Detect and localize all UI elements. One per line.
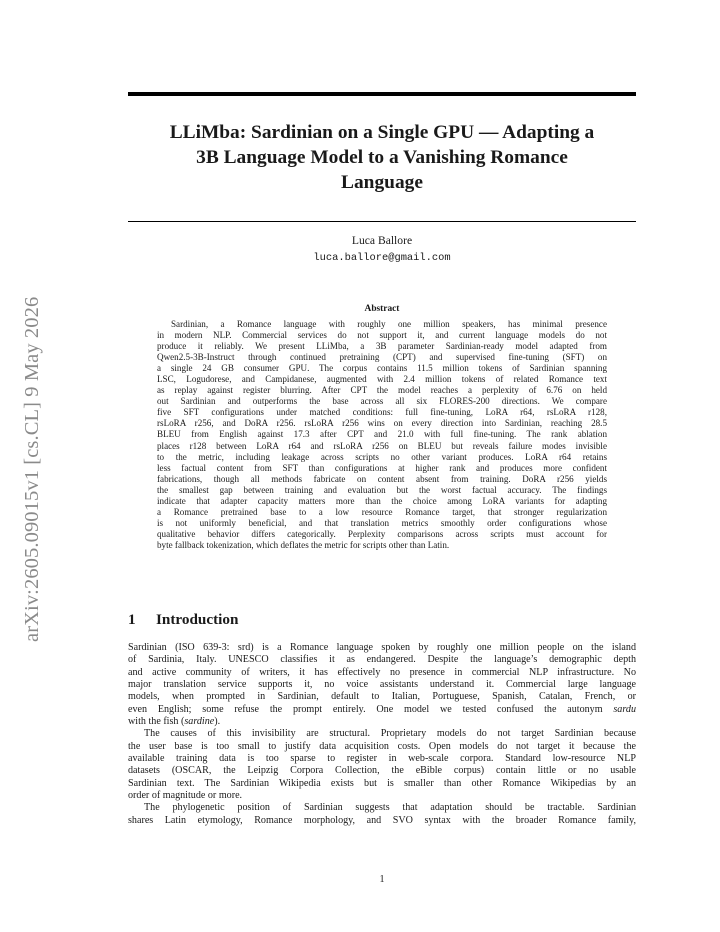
body-line: major translation service supports it, no voice assistants understand it. Commercial large language	[128, 679, 636, 691]
abstract-line: is not uniformly beneficial, and that translation metrics smoothly order configurations whose	[157, 517, 607, 528]
body-line: The phylogenetic position of Sardinian suggests that adaptation should be tractable. Sardinian	[144, 802, 636, 814]
body-line: shares Latin etymology, Romance morphology, and SVO syntax with the broader Romance family,	[128, 814, 636, 826]
title-line: 3B Language Model to a Vanishing Romance	[196, 147, 568, 168]
page-number: 1	[379, 874, 385, 885]
abstract-line: Sardinian, a Romance language with roughly one million speakers, has minimal presence	[171, 319, 607, 329]
body-text-run: ).	[214, 716, 221, 728]
abstract-line: LSC, Logudorese, and Campidanese, augmented with 2.4 million tokens of related Romance text	[157, 374, 607, 385]
body-line: The causes of this invisibility are structural. Proprietary models do not target Sardinian because	[144, 728, 636, 740]
title-line: LLiMba: Sardinian on a Single GPU — Adapting a	[169, 122, 595, 143]
body-emphasis: sardu	[613, 703, 636, 715]
abstract-line: produce it reliably. We present LLiMba, a 3B parameter Sardinian-ready model adapted from	[157, 341, 607, 352]
body-line	[128, 716, 636, 728]
body-line: available training data is too sparse to register in web-scale corpora. Standard low-resource NLP	[128, 753, 636, 765]
body-line: datasets (OSCAR, the Leipzig Corpora Collection, the eBible corpus) contain little or no usable	[128, 765, 636, 777]
abstract-line: qualitative behavior differs categorically. Perplexity comparisons across scripts must account for	[157, 528, 607, 539]
abstract-line: BLEU from English against 17.3 after CPT and 21.0 with full fine-tuning. The rank ablation	[157, 429, 607, 440]
author-email: luca.ballore@gmail.com	[313, 252, 451, 264]
abstract-line: a Romance pretrained base to a low resource Romance target, that stronger regularization	[157, 506, 607, 517]
body-line: Sardinian (ISO 639-3: srd) is a Romance language spoken by roughly one million people on the island	[128, 642, 636, 653]
abstract-line: fabrications, though all methods fabricate on content absent from training. DoRA r256 yields	[157, 473, 607, 484]
abstract-line: less factual content from SFT than configurations at higher rank and produces more confident	[157, 462, 607, 473]
abstract-line: the smallest gap between training and evaluation but the worst factual accuracy. The findings	[157, 484, 607, 495]
body-line: of Sardinia, Italy. UNESCO classifies it as endangered. Despite the language’s demographic depth	[128, 654, 636, 666]
body-text-run: with the fish (	[128, 716, 185, 728]
abstract-line: rsLoRA r256, and DoRA r256. rsLoRA r256 wins on every direction into Sardinian, reaching 28.5	[157, 418, 607, 429]
abstract-line: out Sardinian and outperforms the base across all six FLORES-200 directions. We compare	[157, 396, 607, 407]
introduction-body	[128, 642, 636, 827]
abstract-line: in modern NLP. Commercial services do not support it, and current language models do not	[157, 330, 607, 341]
abstract-line: five SFT configurations under matched conditions: full fine-tuning, LoRA r64, rsLoRA r128,	[157, 407, 607, 418]
body-line: Sardinian text. The Sardinian Wikipedia exists but is smaller than other Romance Wikipedias by an	[128, 777, 636, 789]
body-line: and active community of writers, it has effectively no presence in commercial NLP infrastructure. No	[128, 666, 636, 678]
section-heading-introduction	[128, 611, 238, 629]
abstract-line: a single 24 GB consumer GPU. The corpus contains 11.5 million tokens of Sardinian spanning	[157, 363, 607, 374]
paper-title	[128, 120, 636, 195]
section-number: 1	[128, 611, 136, 628]
body-line: models, when prompted in Sardinian, default to Italian, Portuguese, Spanish, Catalan, French, or	[128, 691, 636, 703]
abstract-line: indicate that adapter capacity matters more than the choice among LoRA variants for adapting	[157, 495, 607, 506]
abstract-body	[157, 319, 607, 551]
abstract-line: byte fallback tokenization, which deflates the metric for scripts other than Latin.	[157, 539, 450, 550]
arxiv-identifier-text: arXiv:2605.09015v1 [cs.CL] 9 May 2026	[21, 296, 43, 642]
title-top-rule	[128, 92, 636, 96]
title-line: Language	[341, 172, 423, 193]
abstract-heading: Abstract	[364, 304, 400, 314]
body-line	[128, 704, 636, 716]
body-line: order of magnitude or more.	[128, 790, 243, 802]
arxiv-identifier-stamp	[20, 262, 44, 642]
abstract-line: places r128 between LoRA r64 and rsLoRA r256 on BLEU but reveals failure modes invisible	[157, 440, 607, 451]
title-bottom-rule	[128, 221, 636, 222]
abstract-line: Qwen2.5-3B-Instruct through continued pretraining (CPT) and supervised fine-tuning (SFT) on	[157, 352, 607, 363]
author-name: Luca Ballore	[351, 234, 413, 247]
body-line: the user base is too small to justify data acquisition costs. Open models do not target it because the	[128, 740, 636, 752]
body-text-run: even English; some refuse the prompt entirely. One model we tested confused the autonym	[128, 703, 603, 715]
abstract-line: as replay against register blurring. After CPT the model reaches a perplexity of 6.76 on held	[157, 385, 607, 396]
section-title: Introduction	[156, 611, 239, 628]
body-emphasis: sardine	[184, 716, 215, 728]
abstract-line: to the metric, including leakage across scripts no other variant produces. LoRA r64 retains	[157, 451, 607, 462]
